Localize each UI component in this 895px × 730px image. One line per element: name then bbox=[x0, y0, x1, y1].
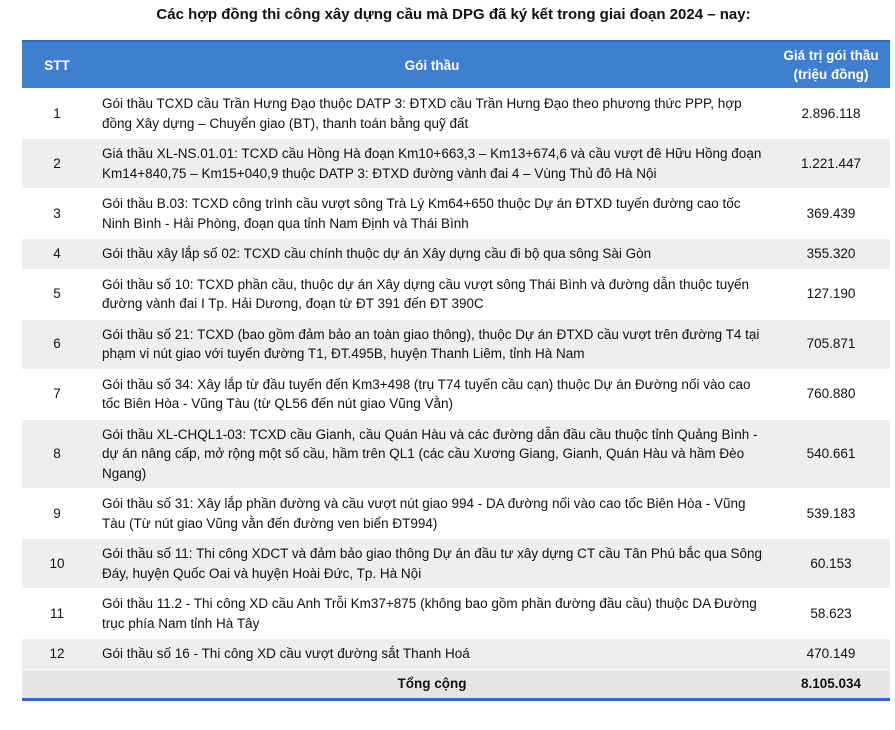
row-value: 760.880 bbox=[772, 369, 890, 419]
total-stt-cell bbox=[22, 669, 92, 699]
row-stt: 3 bbox=[22, 189, 92, 239]
row-stt: 4 bbox=[22, 239, 92, 270]
table-row bbox=[22, 639, 890, 670]
row-value: 539.183 bbox=[772, 489, 890, 539]
row-package: Gói thầu XL-CHQL1-03: TCXD cầu Gianh, cầu Quán Hàu và các đường dẫn đầu cầu thuộc tỉnh Quảng Bình - dự án nâng cấp, mở rộng một số cầu, hầm trên QL1 (các cầu Xương Giang, Gianh, Quán Hàu và hầm Đèo Ngang) bbox=[92, 419, 772, 489]
row-package: Gói thầu TCXD cầu Trần Hưng Đạo thuộc DATP 3: ĐTXD cầu Trần Hưng Đạo theo phương thức PPP, hợp đồng Xây dựng – Chuyển giao (BT), thanh toán bằng quỹ đất bbox=[92, 89, 772, 139]
table-row bbox=[22, 319, 890, 369]
table-row bbox=[22, 239, 890, 270]
row-value: 58.623 bbox=[772, 589, 890, 639]
row-value: 705.871 bbox=[772, 319, 890, 369]
row-stt: 10 bbox=[22, 539, 92, 589]
row-value: 2.896.118 bbox=[772, 89, 890, 139]
row-package: Gói thầu số 31: Xây lắp phần đường và cầu vượt nút giao 994 - DA đường nối vào cao tốc Biên Hòa - Vũng Tàu (Từ nút giao Vũng vằn đến đường ven biển ĐT994) bbox=[92, 489, 772, 539]
header-package: Gói thầu bbox=[92, 41, 772, 89]
row-package: Gói thầu số 16 - Thi công XD cầu vượt đường sắt Thanh Hoá bbox=[92, 639, 772, 670]
row-package: Gói thầu số 34: Xây lắp từ đầu tuyến đến Km3+498 (trụ T74 tuyến cầu cạn) thuộc Dự án Đường nối vào cao tốc Biên Hòa - Vũng Tàu (từ QL56 đến nút giao Vũng Vằn) bbox=[92, 369, 772, 419]
row-package: Gói thầu số 21: TCXD (bao gồm đảm bảo an toàn giao thông), thuộc Dự án ĐTXD cầu vượt trên đường T4 tại phạm vi nút giao với tuyến đường T1, ĐT.495B, huyện Thanh Liêm, tỉnh Hà Nam bbox=[92, 319, 772, 369]
row-value: 540.661 bbox=[772, 419, 890, 489]
table-row bbox=[22, 369, 890, 419]
table-row bbox=[22, 269, 890, 319]
table-header-row bbox=[22, 41, 890, 89]
row-package: Gói thầu số 11: Thi công XDCT và đảm bảo giao thông Dự án đầu tư xây dựng CT cầu Tân Phú bắc qua Sông Đáy, huyện Quốc Oai và huyện Hoài Đức, Tp. Hà Nội bbox=[92, 539, 772, 589]
table-row bbox=[22, 589, 890, 639]
row-stt: 9 bbox=[22, 489, 92, 539]
page-title: Các hợp đồng thi công xây dựng cầu mà DPG đã ký kết trong giai đoạn 2024 – nay: bbox=[156, 6, 751, 23]
row-package: Gói thầu 11.2 - Thi công XD cầu Anh Trỗi Km37+875 (không bao gồm phần đường đầu cầu) thuộc DA Đường trục phía Nam tỉnh Hà Tây bbox=[92, 589, 772, 639]
row-stt: 8 bbox=[22, 419, 92, 489]
row-stt: 11 bbox=[22, 589, 92, 639]
row-package: Gói thầu số 10: TCXD phần cầu, thuộc dự án Xây dựng cầu vượt sông Thái Bình và đường dẫn thuộc tuyến đường vành đai I Tp. Hải Dương, đoạn từ ĐT 391 đến ĐT 390C bbox=[92, 269, 772, 319]
table-row bbox=[22, 539, 890, 589]
row-stt: 6 bbox=[22, 319, 92, 369]
row-stt: 2 bbox=[22, 139, 92, 189]
table-row bbox=[22, 89, 890, 139]
row-value: 60.153 bbox=[772, 539, 890, 589]
row-value: 1.221.447 bbox=[772, 139, 890, 189]
row-value: 470.149 bbox=[772, 639, 890, 670]
row-stt: 7 bbox=[22, 369, 92, 419]
row-value: 127.190 bbox=[772, 269, 890, 319]
row-value: 369.439 bbox=[772, 189, 890, 239]
total-row bbox=[22, 669, 890, 699]
total-value: 8.105.034 bbox=[772, 669, 890, 699]
row-stt: 12 bbox=[22, 639, 92, 670]
row-package: Gói thầu B.03: TCXD công trình cầu vượt sông Trà Lý Km64+650 thuộc Dự án ĐTXD tuyến đường cao tốc Ninh Bình - Hải Phòng, đoạn qua tỉnh Nam Định và Thái Bình bbox=[92, 189, 772, 239]
table-row bbox=[22, 489, 890, 539]
table-row bbox=[22, 189, 890, 239]
row-package: Gói thầu xây lắp số 02: TCXD cầu chính thuộc dự án Xây dựng cầu đi bộ qua sông Sài Gòn bbox=[92, 239, 772, 270]
header-value: Giá trị gói thầu (triệu đồng) bbox=[772, 41, 890, 89]
row-stt: 5 bbox=[22, 269, 92, 319]
row-value: 355.320 bbox=[772, 239, 890, 270]
table-row bbox=[22, 419, 890, 489]
header-stt: STT bbox=[22, 41, 92, 89]
total-label: Tổng cộng bbox=[92, 669, 772, 699]
row-stt: 1 bbox=[22, 89, 92, 139]
contracts-table bbox=[22, 40, 890, 701]
row-package: Giá thầu XL-NS.01.01: TCXD cầu Hồng Hà đoạn Km10+663,3 – Km13+674,6 và cầu vượt đê Hữu Hồng đoạn Km14+840,75 – Km15+040,9 thuộc DATP 3: ĐTXD đường vành đai 4 – Vùng Thủ đô Hà Nội bbox=[92, 139, 772, 189]
table-row bbox=[22, 139, 890, 189]
